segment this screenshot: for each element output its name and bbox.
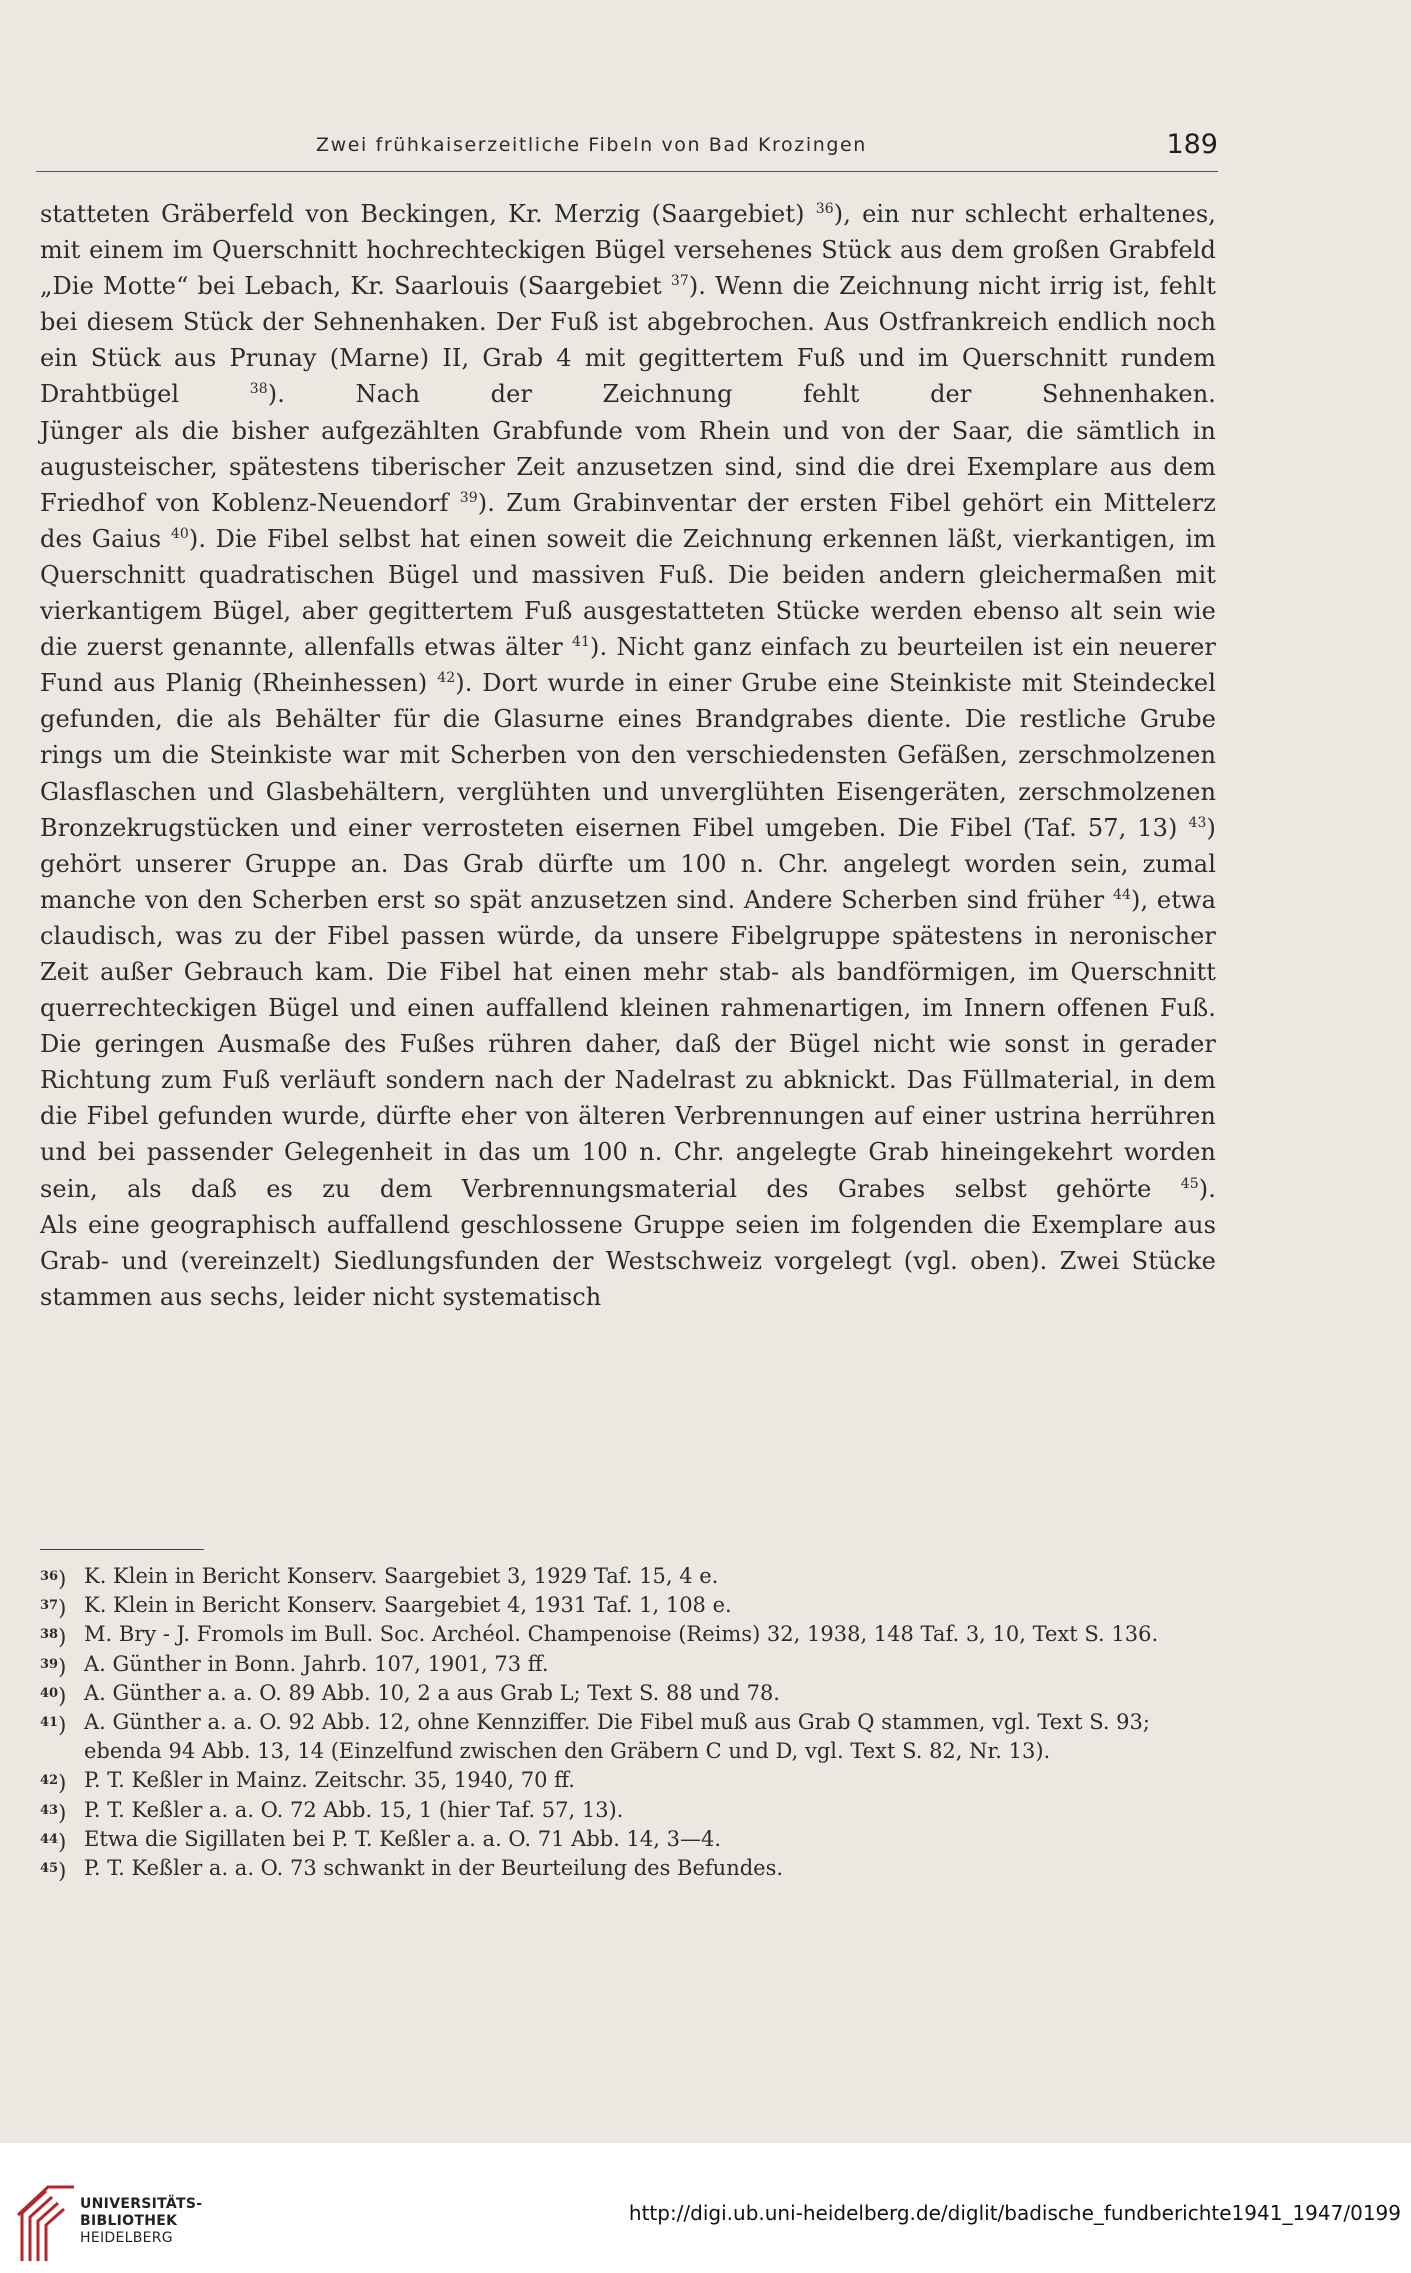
footnote-39: $^{39}$) A. Günther in Bonn. Jahrb. 107, 1901, 73 ff. [40,1650,1218,1679]
footnote-42: $^{42}$) P. T. Keßler in Mainz. Zeitschr. 35, 1940, 70 ff. [40,1766,1218,1795]
footnote-38: $^{38}$) M. Bry - J. Fromols im Bull. Soc. Archéol. Champenoise (Reims) 32, 1938, 148 Taf. 3, 10, Text S. 136. [40,1620,1218,1649]
footnote-40: $^{40}$) A. Günther a. a. O. 89 Abb. 10, 2 a aus Grab L; Text S. 88 und 78. [40,1679,1218,1708]
footnote-ref-44[interactable]: 44 [1112,886,1131,903]
footnote-36: $^{36}$) K. Klein in Bericht Konserv. Saargebiet 3, 1929 Taf. 15, 4 e. [40,1562,1218,1591]
footnote-number: 37 [40,1598,59,1614]
footnote-separator [40,1549,204,1550]
footer-bar [0,2143,1411,2273]
library-logo-icon [14,2173,76,2263]
footnote-ref-38[interactable]: 38 [249,381,268,398]
library-name: UNIVERSITÄTS- BIBLIOTHEK HEIDELBERG [80,2196,203,2246]
footnote-ref-40[interactable]: 40 [170,525,189,542]
footnote-ref-43[interactable]: 43 [1188,814,1207,831]
footnote-text: A. Günther a. a. O. 89 Abb. 10, 2 a aus Grab L; Text S. 88 und 78. [84,1680,780,1705]
page-number: 189 [1166,129,1218,160]
footnote-ref-37[interactable]: 37 [670,273,689,290]
paragraph-1: statteten Gräberfeld von Beckingen, Kr. Merzig (Saargebiet) $^{36}$), ein nur schlecht erhaltenes, mit einem im Querschnitt hochrechteckigen Bügel versehenes Stück aus dem großen Grabfeld „Die Motte“ bei Lebach, Kr. Saarlouis (Saargebiet $^{37}$). Wenn die Zeichnung nicht irrig ist, fehlt bei diesem Stück der Sehnenhaken. Der Fuß ist abgebrochen. Aus Ostfrankreich endlich noch ein Stück aus Prunay (Marne) II, Grab 4 mit gegittertem Fuß und im Querschnitt rundem Drahtbügel $^{38}$). Nach der Zeichnung fehlt der Sehnenhaken. [40,200,1216,409]
footnote-number: 41 [40,1715,59,1731]
footnote-number: 43 [40,1802,59,1818]
running-title: Zwei frühkaiserzeitliche Fibeln von Bad Krozingen [316,134,867,156]
footnote-45: $^{45}$) P. T. Keßler a. a. O. 73 schwankt in der Beurteilung des Befundes. [40,1854,1218,1883]
source-url-link[interactable]: http://digi.ub.uni-heidelberg.de/diglit/badische_fundberichte1941_1947/0199 [628,2201,1401,2225]
footnote-text: A. Günther a. a. O. 92 Abb. 12, ohne Kennziffer. Die Fibel muß aus Grab Q stammen, vgl. Text S. 93; ebenda 94 Abb. 13, 14 (Einzelfund zwischen den Gräbern C und D, vgl. Text S. 82, Nr. 13). [84,1710,1150,1764]
footnote-ref-45[interactable]: 45 [1180,1175,1199,1192]
footnote-text: P. T. Keßler a. a. O. 73 schwankt in der Beurteilung des Befundes. [84,1856,784,1881]
footnote-text: K. Klein in Bericht Konserv. Saargebiet 3, 1929 Taf. 15, 4 e. [84,1564,719,1588]
footnote-text: M. Bry - J. Fromols im Bull. Soc. Archéol. Champenoise (Reims) 32, 1938, 148 Taf. 3, 10, Text S. 136. [84,1622,1159,1647]
footnote-44: $^{44}$) Etwa die Sigillaten bei P. T. Keßler a. a. O. 71 Abb. 14, 3—4. [40,1825,1218,1854]
footnote-number: 42 [40,1773,59,1789]
footnote-number: 39 [40,1656,59,1672]
footnote-text: P. T. Keßler in Mainz. Zeitschr. 35, 1940, 70 ff. [84,1768,575,1793]
footnote-number: 45 [40,1861,59,1877]
footnote-ref-39[interactable]: 39 [459,489,478,506]
footnote-ref-42[interactable]: 42 [437,670,456,687]
footnote-text: Etwa die Sigillaten bei P. T. Keßler a. a. O. 71 Abb. 14, 3—4. [84,1826,722,1851]
footnote-number: 38 [40,1627,59,1643]
footnote-text: K. Klein in Bericht Konserv. Saargebiet 4, 1931 Taf. 1, 108 e. [84,1593,732,1618]
footnote-41: $^{41}$) A. Günther a. a. O. 92 Abb. 12, ohne Kennziffer. Die Fibel muß aus Grab Q stammen, vgl. Text S. 93; ebenda 94 Abb. 13, 14 (Einzelfund zwischen den Gräbern C und D, vgl. Text S. 82, Nr. 13). [40,1708,1218,1766]
footnote-ref-36[interactable]: 36 [815,201,834,217]
paragraph-3: Als eine geographisch auffallend geschlossene Gruppe seien im folgenden die Exemplare aus Grab- und (vereinzelt) Siedlungsfunden der Westschweiz vorgelegt (vgl. oben). Zwei Stücke stammen aus sechs, leider nicht systematisch [40,1210,1216,1311]
footnote-number: 44 [40,1831,59,1847]
paragraph-2: Jünger als die bisher aufgezählten Grabfunde vom Rhein und von der Saar, die sämtlich in augusteischer, spätestens tiberischer Zeit anzusetzen sind, sind die drei Exemplare aus dem Friedhof von Koblenz-Neuendorf $^{39}$). Zum Grabinventar der ersten Fibel gehört ein Mittelerz des Gaius $^{40}$). Die Fibel selbst hat einen soweit die Zeichnung erkennen läßt, vierkantigen, im Querschnitt quadratischen Bügel und massiven Fuß. Die beiden andern gleichermaßen mit vierkantigem Bügel, aber gegittertem Fuß ausgestatteten Stücke werden ebenso alt sein wie die zuerst genannte, allenfalls etwas älter $^{41}$). Nicht ganz einfach zu beurteilen ist ein neuerer Fund aus Planig (Rheinhessen) $^{42}$). Dort wurde in einer Grube eine Steinkiste mit Steindeckel gefunden, die als Behälter für die Glasurne eines Brandgrabes diente. Die restliche Grube rings um die Steinkiste war mit Scherben von den verschiedensten Gefäßen, zerschmolzenen Glasflaschen und Glasbehältern, verglühten und unverglühten Eisengeräten, zerschmolzenen Bronzekrugstücken und einer verrosteten eisernen Fibel umgeben. Die Fibel (Taf. 57, 13) $^{43}$) gehört unserer Gruppe an. Das Grab dürfte um 100 n. Chr. angelegt worden sein, zumal manche von den Scherben erst so spät anzusetzen sind. Andere Scherben sind früher $^{44}$), etwa claudisch, was zu der Fibel passen würde, da unsere Fibelgruppe spätestens in neronischer Zeit außer Gebrauch kam. Die Fibel hat einen mehr stab- als bandförmigen, im Querschnitt querrechteckigen Bügel und einen auffallend kleinen rahmenartigen, im Innern offenen Fuß. Die geringen Ausmaße des Fußes rühren daher, daß der Bügel nicht wie sonst in gerader Richtung zum Fuß verläuft sondern nach der Nadelrast zu abknickt. Das Füllmaterial, in dem die Fibel gefunden wurde, dürfte eher von älteren Verbrennungen auf einer ustrina herrühren und bei passender Gelegenheit in das um 100 n. Chr. angelegte Grab hineingekehrt worden sein, als daß es zu dem Verbrennungsmaterial des Grabes selbst gehörte $^{45}$). [40,416,1216,1203]
footnote-text: A. Günther in Bonn. Jahrb. 107, 1901, 73 ff. [84,1651,549,1676]
footnote-number: 40 [40,1685,59,1701]
body-text [40,196,1216,1315]
footnote-37: $^{37}$) K. Klein in Bericht Konserv. Saargebiet 4, 1931 Taf. 1, 108 e. [40,1591,1218,1620]
footnote-number: 36 [40,1569,59,1584]
footnote-43: $^{43}$) P. T. Keßler a. a. O. 72 Abb. 15, 1 (hier Taf. 57, 13). [40,1796,1218,1825]
running-head [36,131,1218,172]
footnote-ref-41[interactable]: 41 [572,634,591,651]
footnote-text: P. T. Keßler a. a. O. 72 Abb. 15, 1 (hier Taf. 57, 13). [84,1797,624,1822]
footnotes [40,1562,1218,1883]
